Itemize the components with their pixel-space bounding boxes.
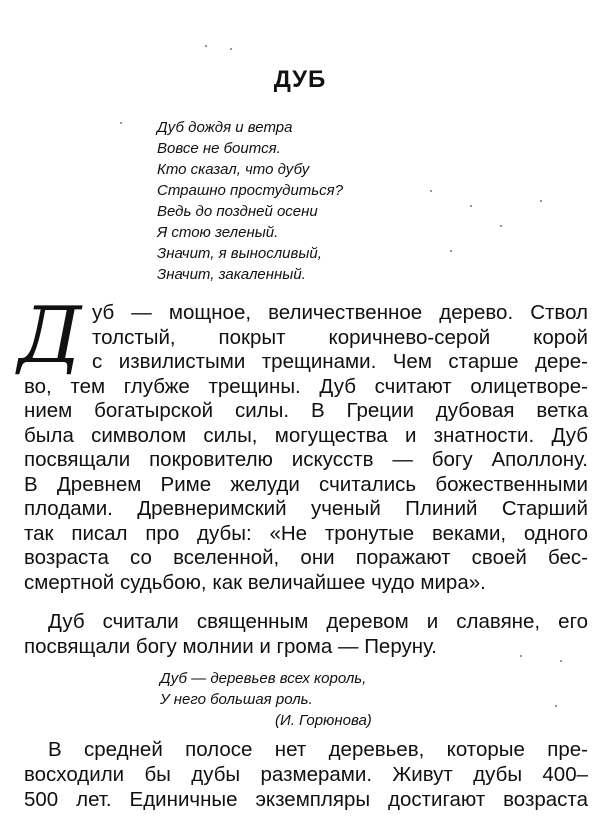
text-line: В средней полосе нет деревьев, которые пре-: [48, 738, 588, 761]
text-line: плодами. Древнеримский ученый Плиний Старший: [24, 497, 588, 520]
poem-line: Вовсе не боится.: [157, 140, 281, 157]
text-line: 500 лет. Единичные экземпляры достигают возраста: [24, 788, 588, 811]
text-line: нием богатырской силы. В Греции дубовая ветка: [24, 399, 588, 422]
text-line: посвящали богу молнии и грома — Перуну.: [24, 635, 437, 658]
text-line: с извилистыми трещинами. Чем старше дере-: [92, 350, 588, 373]
text-line: во, тем глубже трещины. Дуб считают олицетворе-: [24, 375, 588, 398]
text-line: В Древнем Риме желуди считались божественными: [24, 473, 588, 496]
poem-line: Ведь до поздней осени: [157, 203, 318, 220]
poem-line: Значит, закаленный.: [157, 266, 306, 283]
poem-line: Дуб дождя и ветра: [157, 119, 293, 136]
poem-line: Дуб — деревьев всех король,: [160, 670, 367, 687]
poem-line: Кто сказал, что дубу: [157, 161, 310, 178]
text-line: возраста со вселенной, они поражают своей бес-: [24, 546, 588, 569]
text-line: посвящали покровителю искусств — богу Аполлону.: [24, 448, 588, 471]
poem-line: Значит, я выносливый,: [157, 245, 322, 262]
text-line: была символом силы, могущества и знатности. Дуб: [24, 424, 588, 447]
page-title: ДУБ: [273, 66, 327, 93]
text-line: уб — мощное, величественное дерево. Ствол: [92, 301, 588, 324]
drop-cap: Д: [18, 291, 82, 381]
poem-epigraph: [157, 117, 343, 285]
poem-line: Страшно простудиться?: [157, 182, 344, 199]
text-line: Дуб считали священным деревом и славяне, его: [48, 610, 588, 633]
text-line: смертной судьбою, как величайшее чудо мира».: [24, 571, 486, 594]
text-line: так писал про дубы: «Не тронутые веками, одного: [24, 522, 588, 545]
poem-line: У него большая роль.: [160, 691, 313, 708]
poem-quote: [160, 668, 372, 731]
poem-author: (И. Горюнова): [275, 712, 372, 729]
text-line: толстый, покрыт коричнево-серой корой: [92, 326, 588, 349]
text-line: восходили бы дубы размерами. Живут дубы 400–: [24, 763, 588, 786]
poem-line: Я стою зеленый.: [157, 224, 279, 241]
